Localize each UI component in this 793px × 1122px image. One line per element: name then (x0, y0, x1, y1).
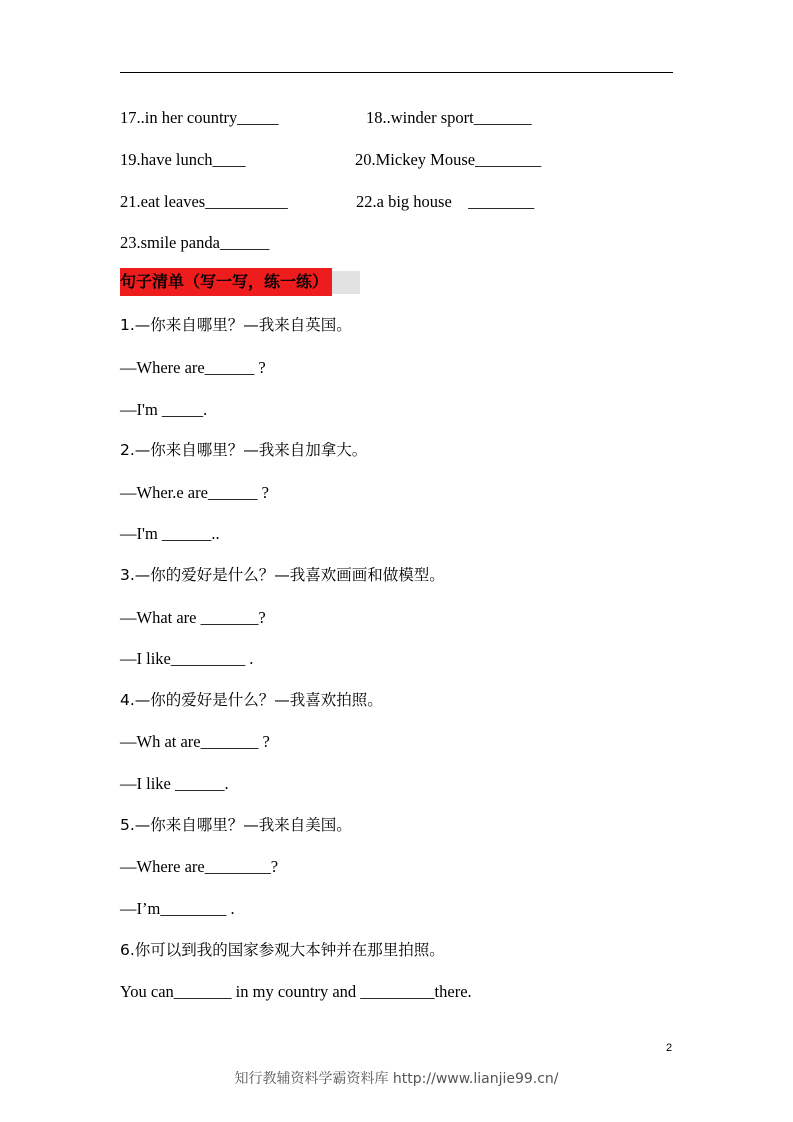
section-heading (120, 268, 360, 296)
sentence-4-prompt: 4.—你的爱好是什么？—我喜欢拍照。 (120, 691, 383, 709)
sentence-1-question: —Where are______ ? (120, 358, 266, 377)
vocab-item-22: 22.a big house ________ (356, 192, 535, 211)
vocab-item-17: 17..in her country_____ (120, 108, 279, 127)
sentence-5-prompt: 5.—你来自哪里？—我来自美国。 (120, 816, 352, 834)
vocab-item-20: 20.Mickey Mouse________ (355, 150, 542, 169)
vocab-item-21: 21.eat leaves__________ (120, 192, 288, 211)
footer-watermark: 知行教辅资料学霸资料库 http://www.lianjie99.cn/ (234, 1071, 559, 1087)
sentence-1-answer: —I'm _____. (120, 400, 208, 419)
sentence-4-question: —Wh at are_______ ? (120, 732, 270, 751)
sentence-3-answer: —I like_________ . (120, 649, 254, 668)
sentence-1-prompt: 1.—你来自哪里？—我来自英国。 (120, 316, 352, 334)
sentence-2-answer: —I'm ______.. (120, 524, 220, 543)
vocab-item-19: 19.have lunch____ (120, 150, 246, 169)
sentence-5-answer: —I’m________ . (120, 899, 235, 918)
section-heading-tail (332, 271, 360, 294)
sentence-2-prompt: 2.—你来自哪里？—我来自加拿大。 (120, 441, 368, 459)
sentence-2-question: —Wher.e are______ ? (120, 483, 269, 502)
sentence-4-answer: —I like ______. (120, 774, 229, 793)
section-heading-label: 句子清单（写一写，练一练） (120, 268, 332, 296)
vocab-item-23: 23.smile panda______ (120, 233, 270, 252)
header-rule (120, 72, 673, 73)
sentence-3-prompt: 3.—你的爱好是什么？—我喜欢画画和做模型。 (120, 566, 445, 584)
sentence-6-translation: You can_______ in my country and _________there. (120, 982, 472, 1001)
page-number: 2 (666, 1042, 673, 1054)
sentence-6-prompt: 6.你可以到我的国家参观大本钟并在那里拍照。 (120, 941, 445, 959)
vocab-item-18: 18..winder sport_______ (366, 108, 532, 127)
sentence-3-question: —What are _______? (120, 608, 266, 627)
sentence-5-question: —Where are________? (120, 857, 279, 876)
